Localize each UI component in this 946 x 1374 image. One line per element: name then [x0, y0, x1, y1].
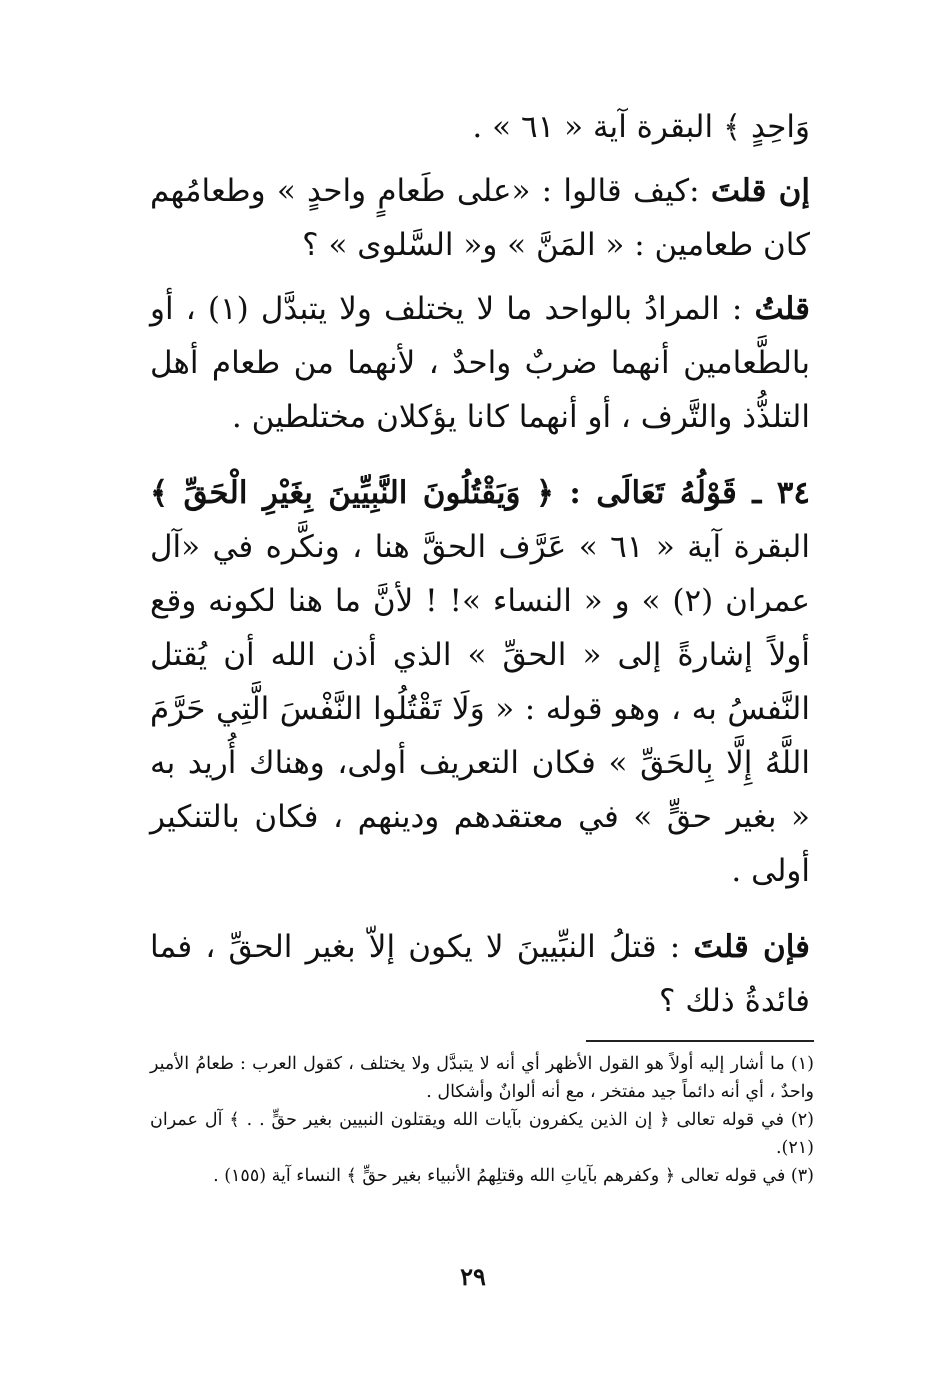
- footnote-divider: [586, 1040, 814, 1042]
- question-label: إن قلتَ: [710, 173, 810, 209]
- section-text: البقرة آية « ٦١ » عَرَّف الحقَّ هنا ، ونكَّره في «آل عمران (٢) » و « النساء »! ! لأنَّ ما هنا لكونه وقع أولاً إشارةً إلى « الحقِّ » الذي أذن الله أن يُقتل النَّفسُ به ، وهو قوله : « وَلَا تَقْتُلُوا النَّفْسَ الَّتِي حَرَّمَ اللَّهُ إِلَّا بِالحَقِّ » فكان التعريف أولى، وهناك أُريد به « بغير حقٍّ » في معتقدهم ودينهم ، فكان بالتنكير أولى .: [150, 529, 810, 889]
- footnote-1: (١) ما أشار إليه أولاً هو القول الأظهر أي أنه لا يتبدَّل ولا يختلف ، كقول العرب : طعامُ الأمير واحدٌ ، أي أنه دائماً جيد مفتخر ، مع أنه ألوانٌ وأشكال .: [150, 1054, 814, 1102]
- paragraph-continuation: [150, 100, 810, 154]
- answer-text: : المرادُ بالواحد ما لا يختلف ولا يتبدَّل (١) ، أو بالطَّعامين أنهما ضربٌ واحدٌ ، لأنهما من طعام أهل التلذُّذ والتَّرف ، أو أنهما كانا يؤكلان مختلطين .: [150, 291, 810, 435]
- answer-label: قلتُ: [754, 291, 810, 327]
- section-34: [150, 466, 810, 898]
- footnote-3: (٣) في قوله تعالى ﴿ وكفرهم بآياتِ الله وقتلِهمُ الأنبياء بغير حقٍّ ﴾ النساء آية (١٥٥) .: [213, 1166, 814, 1186]
- footnotes: [150, 1050, 814, 1190]
- paragraph-answer-1: [150, 282, 810, 444]
- footnote-2: (٢) في قوله تعالى ﴿ إن الذين يكفرون بآيات الله ويقتلون النبيين بغير حقٍّ . . ﴾ آل عمران (٢١).: [150, 1110, 814, 1158]
- paragraph-question-2: [150, 920, 810, 1028]
- question-text: : قتلُ النبِّيينَ لا يكون إلاّ بغير الحقِّ ، فما فائدةُ ذلك ؟: [150, 929, 810, 1019]
- section-heading: ٣٤ ـ قَوْلُهُ تَعَالَى : ﴿ وَيَقْتُلُونَ النَّبِيِّينَ بِغَيْرِ الْحَقِّ ﴾: [150, 475, 810, 511]
- text-line: وَاحِدٍ ﴾ البقرة آية « ٦١ » .: [472, 109, 810, 145]
- main-text: [150, 100, 810, 1038]
- page-number: ٢٩: [460, 1262, 486, 1291]
- question-label: فإن قلتَ: [693, 929, 811, 965]
- paragraph-question-1: [150, 164, 810, 272]
- question-text: :كيف قالوا : «على طَعامٍ واحدٍ » وطعامُهم كان طعامين : « المَنَّ » و« السَّلوى » ؟: [150, 173, 810, 263]
